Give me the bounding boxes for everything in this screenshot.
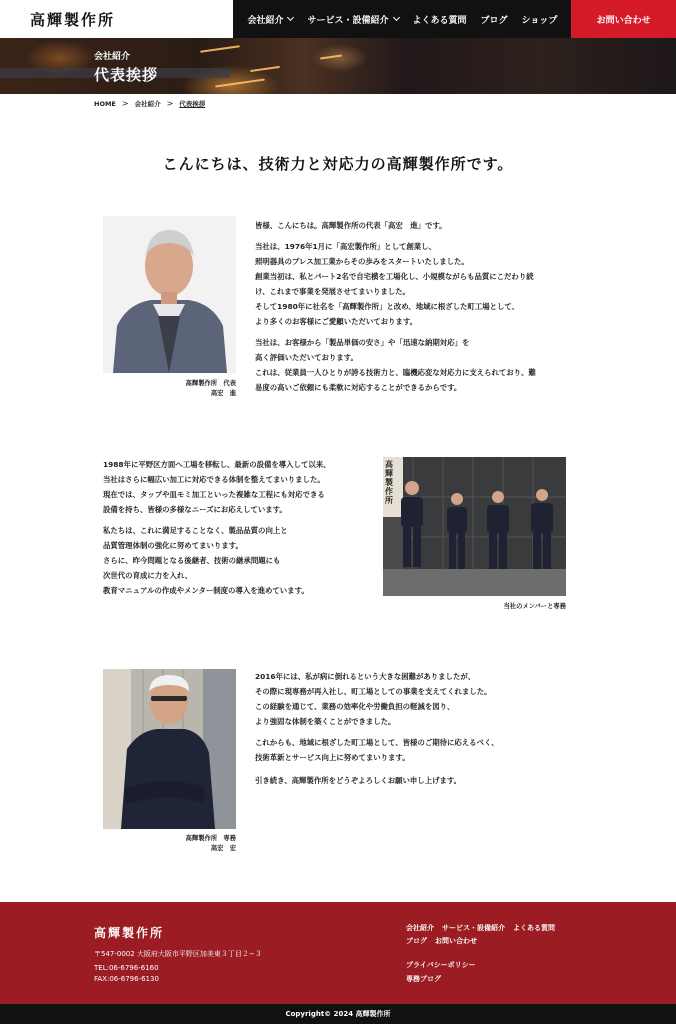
breadcrumb-parent[interactable]: 会社紹介	[134, 100, 161, 108]
paragraph: 1988年に平野区方面へ工場を移転し、最新の設備を導入して以来、 当社はさらに幅広い加工に対応できる体制を整えてまいりました。 現在では、タップや皿モミ加工といった複雑な工程にも対応できる 設備を持ち、皆様の多様なニーズにお応えしています。	[103, 460, 331, 514]
page-headline: こんにちは、技術力と対応力の高輝製作所です。	[162, 155, 514, 173]
nav-item-shop[interactable]	[522, 13, 558, 26]
breadcrumb-current[interactable]: 代表挨拶	[179, 100, 206, 108]
team-photo	[383, 457, 566, 596]
footer-logo[interactable]: 高輝製作所	[94, 926, 165, 940]
ceo-photo	[103, 216, 236, 373]
senmu-caption: 高輝製作所 専務 高宏 宏	[185, 835, 236, 852]
paragraph: 皆様、こんにちは。高輝製作所の代表「高宏 進」です。	[255, 221, 447, 230]
site-footer	[0, 902, 676, 1004]
nav-item-blog[interactable]	[481, 13, 508, 26]
nav-item-services[interactable]	[307, 13, 398, 26]
footer-fax: FAX:06-6796-6130	[94, 975, 159, 983]
ceo-caption: 高輝製作所 代表 高宏 進	[185, 380, 236, 397]
paragraph: 私たちは、これに満足することなく、製品品質の向上と 品質管理体制の強化に努めてまいります。 さらに、昨今問題となる後継者、技術の継承問題にも 次世代の育成に力を入れ、 教育マニュアルの作成やメンター制度の導入を進めています。	[103, 526, 309, 595]
footer-tel[interactable]: TEL:06-6796-6160	[94, 964, 159, 972]
main-nav	[233, 0, 571, 38]
nav-label: よくある質問	[412, 15, 467, 26]
hero-subtitle: 会社紹介	[94, 52, 131, 62]
footer-link-faq[interactable]: よくある質問	[513, 924, 555, 932]
copyright: Copyright© 2024 高輝製作所	[0, 1004, 676, 1024]
footer-link-privacy[interactable]: プライバシーポリシー	[406, 961, 476, 969]
chevron-down-icon	[392, 14, 399, 21]
footer-link-blog[interactable]: ブログ	[406, 937, 427, 945]
section1-text	[255, 218, 575, 401]
hero-spark	[320, 54, 342, 59]
site-logo[interactable]: 高輝製作所	[30, 10, 116, 29]
breadcrumb-home[interactable]: HOME	[94, 99, 116, 108]
team-caption: 当社のメンバーと専務	[503, 603, 566, 610]
nav-label: サービス・設備紹介	[307, 15, 389, 26]
hero-spark	[200, 45, 240, 53]
paragraph: 引き続き、高輝製作所をどうぞよろしくお願い申し上げます。	[255, 776, 462, 785]
footer-link-contact[interactable]: お問い合わせ	[435, 937, 477, 945]
nav-label: 会社紹介	[247, 15, 284, 26]
site-header	[0, 0, 676, 38]
footer-address: 〒547-0002 大阪府大阪市平野区加美東３丁目２−３	[94, 950, 262, 958]
paragraph: 当社は、1976年1月に「高宏製作所」として創業し、 照明器具のプレス加工業からその歩みをスタートいたしました。 創業当初は、私とパート2名で自宅横を工場化し、小規模ながらも品質にこだわり続 け、これまで事業を発展させてまいりました。 そして1980年に社名を「高輝製作所」と改め、地域に根ざした町工場として、 より多くのお客様にご愛顧いただいております。	[255, 242, 534, 326]
hero-spark	[215, 79, 265, 88]
section3-text	[255, 669, 575, 794]
paragraph: 2016年には、私が病に倒れるという大きな困難がありましたが、 その際に現専務が再入社し、町工場としての事業を支えてくれました。 この経験を通じて、業務の効率化や労働負担の軽減を図り、 より強固な体制を築くことができました。	[255, 672, 492, 726]
footer-subnav	[406, 958, 476, 986]
hero-banner	[0, 38, 676, 94]
nav-item-company[interactable]	[247, 13, 293, 26]
paragraph: これからも、地域に根ざした町工場として、皆様のご期待に応えるべく、 技術革新とサービス向上に努めてまいります。	[255, 738, 499, 762]
footer-link-services[interactable]: サービス・設備紹介	[442, 924, 505, 932]
contact-button[interactable]: お問い合わせ	[571, 0, 676, 38]
breadcrumb	[94, 99, 205, 108]
chevron-down-icon	[287, 14, 294, 21]
hero-spark	[250, 66, 280, 72]
section2-text	[103, 457, 373, 604]
senmu-photo	[103, 669, 236, 829]
breadcrumb-separator-icon: >	[166, 99, 174, 108]
nav-label: ブログ	[480, 15, 508, 26]
paragraph: 当社は、お客様から「製品単価の安さ」や「迅速な納期対応」を 高く評価いただいております。 これは、従業員一人ひとりが誇る技術力と、臨機応変な対応力に支えられており、難 易度の高いご依頼にも柔軟に対応することができるからです。	[255, 338, 536, 392]
footer-nav	[406, 922, 596, 948]
breadcrumb-separator-icon: >	[121, 99, 129, 108]
hero-title: 代表挨拶	[94, 66, 159, 84]
nav-label: ショップ	[521, 15, 558, 26]
team-photo-sign: 高輝製作所	[385, 459, 393, 505]
footer-link-senmu-blog[interactable]: 専務ブログ	[406, 975, 441, 983]
footer-link-company[interactable]: 会社紹介	[406, 924, 434, 932]
nav-item-faq[interactable]	[413, 13, 467, 26]
